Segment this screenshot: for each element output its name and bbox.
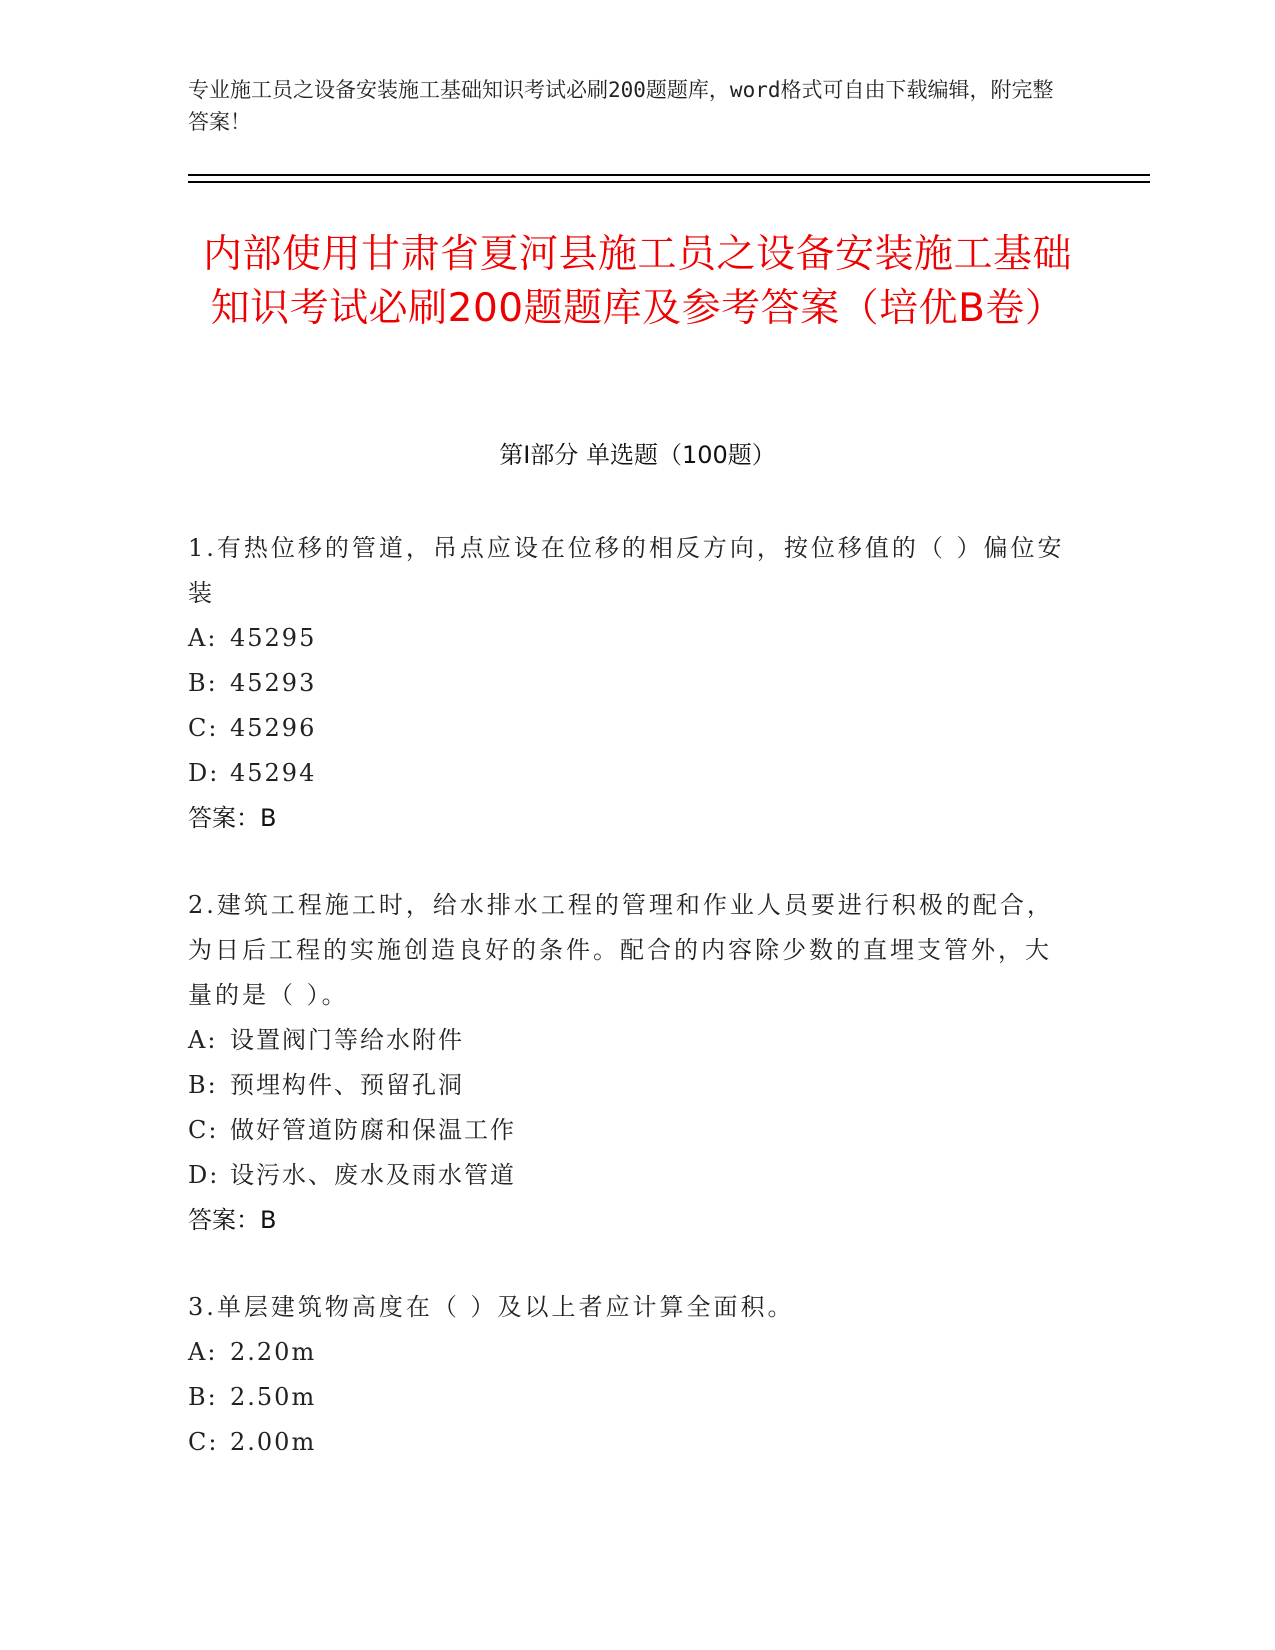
option-key: B: <box>188 1383 218 1411</box>
option-text: 45295 <box>230 624 317 652</box>
option-text: 45293 <box>230 669 317 697</box>
option-key: A: <box>188 1338 218 1366</box>
option-text: 预埋构件、预留孔洞 <box>230 1071 464 1099</box>
option-key: C: <box>188 1428 219 1456</box>
option-text: 2.50m <box>230 1383 317 1411</box>
answer-option <box>188 706 1068 751</box>
question-stem: 1.有热位移的管道，吊点应设在位移的相反方向，按位移值的（ ）偏位安装 <box>188 534 1065 607</box>
option-text: 做好管道防腐和保温工作 <box>230 1116 516 1144</box>
answer-option <box>188 1420 1068 1465</box>
answer-key: 答案：B <box>188 1206 277 1234</box>
question-item <box>188 883 1068 1243</box>
option-key: A: <box>188 624 218 652</box>
answer-option <box>188 1330 1068 1375</box>
option-text: 45294 <box>230 759 317 787</box>
answer-option <box>188 1153 1068 1198</box>
option-text: 设污水、废水及雨水管道 <box>230 1161 516 1189</box>
question-item <box>188 1285 1068 1465</box>
option-text: 45296 <box>230 714 317 742</box>
section-heading: 第Ⅰ部分 单选题（100题） <box>499 441 776 469</box>
option-key: D: <box>188 759 220 787</box>
question-stem: 2.建筑工程施工时，给水排水工程的管理和作业人员要进行积极的配合，为日后工程的实施创造良好的条件。配合的内容除少数的直埋支管外，大量的是（ ）。 <box>188 891 1054 1009</box>
header-divider-thin <box>188 181 1150 183</box>
answer-option <box>188 1018 1068 1063</box>
answer-key: 答案：B <box>188 804 277 832</box>
option-key: C: <box>188 1116 219 1144</box>
question-stem: 3.单层建筑物高度在（ ）及以上者应计算全面积。 <box>188 1293 795 1321</box>
option-key: D: <box>188 1161 220 1189</box>
option-key: B: <box>188 669 218 697</box>
option-key: C: <box>188 714 219 742</box>
header-divider-thick <box>188 174 1150 176</box>
document-title: 内部使用甘肃省夏河县施工员之设备安装施工基础知识考试必刷200题题库及参考答案（培优B卷） <box>202 232 1072 331</box>
header-note: 专业施工员之设备安装施工基础知识考试必刷200题题库，word格式可自由下载编辑，附完整答案！ <box>188 78 1054 134</box>
answer-option <box>188 661 1068 706</box>
answer-option <box>188 751 1068 796</box>
option-key: A: <box>188 1026 218 1054</box>
option-text: 2.20m <box>230 1338 317 1366</box>
answer-option <box>188 1108 1068 1153</box>
question-item <box>188 526 1068 841</box>
option-text: 设置阀门等给水附件 <box>230 1026 464 1054</box>
option-key: B: <box>188 1071 218 1099</box>
answer-option <box>188 1063 1068 1108</box>
question-list <box>188 526 1068 1507</box>
answer-option <box>188 1375 1068 1420</box>
option-text: 2.00m <box>230 1428 317 1456</box>
answer-option <box>188 616 1068 661</box>
